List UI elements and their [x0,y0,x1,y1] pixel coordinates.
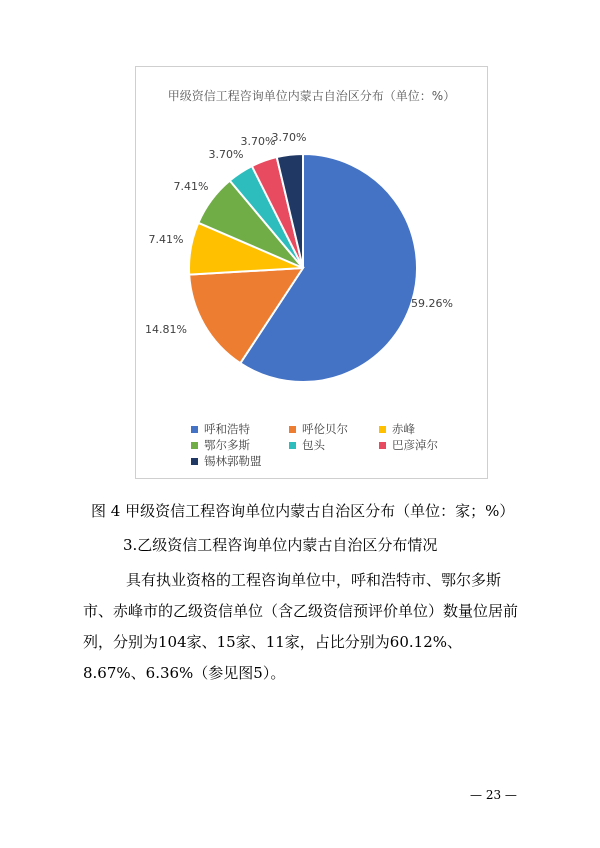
legend-item-2 [379,421,415,437]
legend-item-0 [191,421,250,437]
section-heading: 3.乙级资信工程咨询单位内蒙古自治区分布情况 [123,536,438,554]
slice-data-label-3: 7.41% [173,180,209,193]
body-paragraph: 具有执业资格的工程咨询单位中，呼和浩特市、鄂尔多斯市、赤峰市的乙级资信单位（含乙级资信预评价单位）数量位居前列，分别为104家、15家、11家，占比分别为60.12%、8.67%、6.36%（参见图5）。 [83,571,519,682]
legend-swatch [191,426,198,433]
legend-label: 锡林郭勒盟 [204,454,262,468]
legend-item-1 [289,421,348,437]
legend-item-4 [289,437,325,453]
pie-chart-figure [135,66,488,479]
legend-label: 呼伦贝尔 [302,422,348,436]
slice-data-label-1: 14.81% [145,323,187,336]
legend-label: 鄂尔多斯 [204,438,250,452]
figure-caption: 图 4 甲级资信工程咨询单位内蒙古自治区分布（单位：家；%） [91,502,515,520]
legend-swatch [289,442,296,449]
page-number: — 23 — [470,788,517,802]
legend-label: 赤峰 [392,422,415,436]
legend-swatch [191,458,198,465]
legend-item-6 [191,453,262,469]
slice-data-label-4: 3.70% [208,148,244,161]
legend-swatch [191,442,198,449]
legend-swatch [379,442,386,449]
slice-data-label-6: 3.70% [271,131,307,144]
legend-label: 巴彦淖尔 [392,438,438,452]
pie-chart [136,67,487,478]
legend-swatch [289,426,296,433]
slice-data-label-2: 7.41% [148,233,184,246]
legend-item-5 [379,437,438,453]
slice-data-label-0: 59.26% [411,297,453,310]
legend-label: 呼和浩特 [204,422,250,436]
slice-data-label-5: 3.70% [240,135,276,148]
legend-label: 包头 [302,438,325,452]
chart-title: 甲级资信工程咨询单位内蒙古自治区分布（单位：%） [167,89,456,103]
legend-swatch [379,426,386,433]
legend-item-3 [191,437,250,453]
